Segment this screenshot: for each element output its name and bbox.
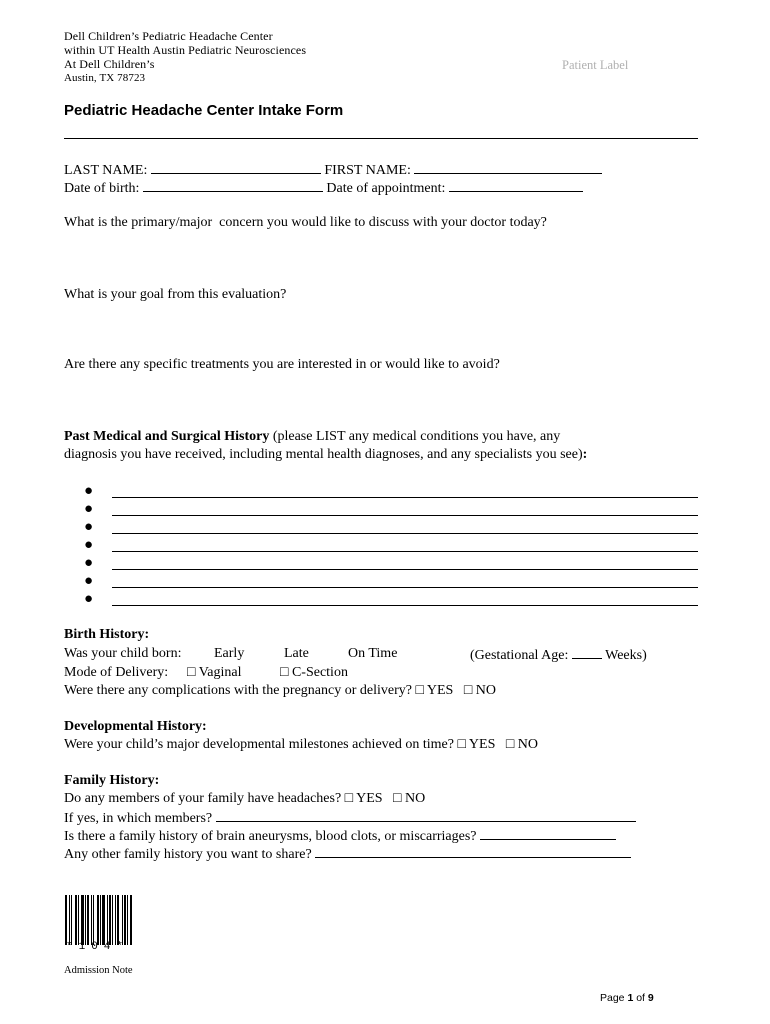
clinic-address: Austin, TX 78723 — [64, 72, 146, 84]
born-on-time-option[interactable]: On Time — [348, 646, 398, 661]
history-line-3[interactable] — [112, 533, 698, 534]
clinic-location: At Dell Children’s — [64, 57, 155, 71]
list-bullet: ● — [84, 555, 94, 571]
goal-question: What is your goal from this evaluation? — [64, 287, 287, 302]
list-bullet: ● — [84, 591, 94, 607]
name-row — [64, 160, 602, 180]
developmental-history-heading: Developmental History: — [64, 719, 207, 734]
history-line-6[interactable] — [112, 587, 698, 588]
list-bullet: ● — [84, 483, 94, 499]
family-other-label: Any other family history you want to share? — [64, 847, 312, 862]
past-history-text-2: diagnosis you have received, including mental health diagnoses, and any specialists you see) — [64, 447, 583, 462]
appointment-label: Date of appointment: — [326, 181, 446, 196]
page-of: of — [633, 992, 648, 1004]
family-aneurysm-field[interactable] — [480, 826, 616, 840]
history-line-5[interactable] — [112, 569, 698, 570]
patient-label-placeholder: Patient Label — [562, 58, 629, 72]
history-line-4[interactable] — [112, 551, 698, 552]
first-name-label: FIRST NAME: — [324, 163, 411, 178]
past-history-intro — [64, 428, 560, 446]
dob-field[interactable] — [143, 178, 323, 192]
past-history-text: (please LIST any medical conditions you have, any — [269, 429, 561, 444]
dob-label: Date of birth: — [64, 181, 140, 196]
born-early-option[interactable]: Early — [214, 646, 245, 661]
admission-note: Admission Note — [64, 965, 133, 976]
family-headaches-question[interactable]: Do any members of your family have headaches? □ YES □ NO — [64, 791, 426, 806]
family-aneurysm-label: Is there a family history of brain aneurysms, blood clots, or miscarriages? — [64, 829, 477, 844]
barcode-text: *104* — [66, 941, 130, 953]
gestational-age-unit: Weeks) — [601, 648, 647, 663]
family-members-row — [64, 808, 636, 828]
clinic-name: Dell Children’s Pediatric Headache Center — [64, 29, 273, 43]
csection-checkbox[interactable]: □ C-Section — [280, 665, 348, 680]
list-bullet: ● — [84, 519, 94, 535]
born-label: Was your child born: — [64, 646, 182, 661]
history-line-1[interactable] — [112, 497, 698, 498]
gestational-age-row — [470, 645, 647, 665]
title-divider — [64, 138, 698, 139]
primary-concern-question: What is the primary/major concern you would like to discuss with your doctor today? — [64, 215, 547, 230]
clinic-department: within UT Health Austin Pediatric Neurosciences — [64, 43, 307, 57]
gestational-age-label: (Gestational Age: — [470, 648, 572, 663]
date-row — [64, 178, 583, 198]
birth-history-heading: Birth History: — [64, 627, 150, 642]
vaginal-checkbox[interactable]: □ Vaginal — [187, 665, 242, 680]
last-name-field[interactable] — [151, 160, 321, 174]
past-history-colon: : — [582, 447, 588, 462]
page-total: 9 — [647, 992, 654, 1004]
barcode — [65, 895, 137, 945]
history-line-2[interactable] — [112, 515, 698, 516]
complications-question[interactable]: Were there any complications with the pregnancy or delivery? □ YES □ NO — [64, 683, 497, 698]
first-name-field[interactable] — [414, 160, 602, 174]
history-line-7[interactable] — [112, 605, 698, 606]
list-bullet: ● — [84, 573, 94, 589]
milestones-question[interactable]: Were your child’s major developmental milestones achieved on time? □ YES □ NO — [64, 737, 539, 752]
family-other-row — [64, 844, 631, 864]
list-bullet: ● — [84, 537, 94, 553]
page-prefix: Page — [600, 992, 628, 1004]
form-title: Pediatric Headache Center Intake Form — [64, 102, 344, 119]
family-members-field[interactable] — [216, 808, 636, 822]
family-aneurysm-row — [64, 826, 616, 846]
gestational-age-field[interactable] — [572, 645, 602, 659]
last-name-label: LAST NAME: — [64, 163, 148, 178]
page-current: 1 — [627, 992, 634, 1004]
past-history-intro-2 — [64, 446, 587, 464]
page-number — [600, 992, 654, 1004]
family-history-heading: Family History: — [64, 773, 160, 788]
past-history-heading: Past Medical and Surgical History — [64, 429, 270, 444]
treatments-question: Are there any specific treatments you are interested in or would like to avoid? — [64, 357, 500, 372]
appointment-field[interactable] — [449, 178, 583, 192]
born-late-option[interactable]: Late — [284, 646, 309, 661]
family-other-field[interactable] — [315, 844, 631, 858]
delivery-label: Mode of Delivery: — [64, 665, 169, 680]
family-members-label: If yes, in which members? — [64, 811, 213, 826]
list-bullet: ● — [84, 501, 94, 517]
